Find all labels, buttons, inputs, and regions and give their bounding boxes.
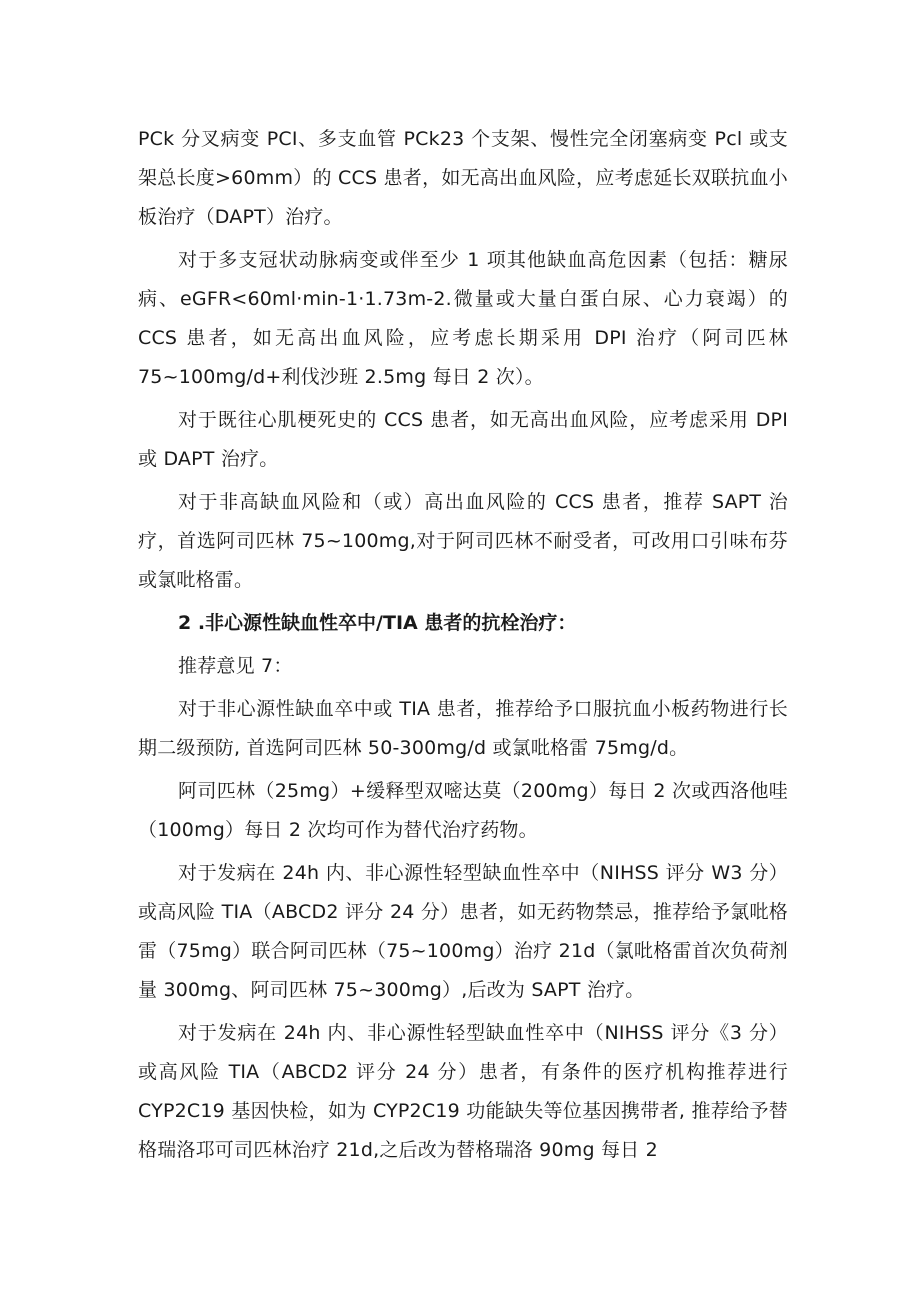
recommendation-label: 推荐意见 7： xyxy=(178,655,293,677)
paragraph-dual-therapy: 对于发病在 24h 内、非心源性轻型缺血性卒中（NIHSS 评分 W3 分）或高风险 TIA（ABCD2 评分 24 分）患者，如无药物禁忌，推荐给予氯吡格雷（75mg）联合阿司匹林（75~100mg）治疗 21d（氯吡格雷首次负荷剂量 300mg、阿司匹林 75~300mg）,后改为 SAPT 治疗。 xyxy=(138,862,788,1001)
paragraph-multivessel: 对于多支冠状动脉病变或伴至少 1 项其他缺血高危因素（包括：糖尿病、eGFR<60ml·min-1·1.73m-2.微量或大量白蛋白尿、心力衰竭）的 CCS 患者，如无高出血风险，应考虑长期采用 DPI 治疗（阿司匹林 75~100mg∕d+利伐沙班 2.5mg 每日 2 次）。 xyxy=(138,249,788,388)
paragraph-alternative-therapy: 阿司匹林（25mg）+缓释型双嘧达莫（200mg）每日 2 次或西洛他哇（100mg）每日 2 次均可作为替代治疗药物。 xyxy=(138,780,788,841)
document-body xyxy=(138,120,788,1174)
paragraph-mi-history: 对于既往心肌梗死史的 CCS 患者，如无高出血风险，应考虑采用 DPI 或 DAPT 治疗。 xyxy=(138,409,788,470)
paragraph-secondary-prevention: 对于非心源性缺血卒中或 TIA 患者，推荐给予口服抗血小板药物进行长期二级预防, 首选阿司匹林 50-300mg/d 或氯吡格雷 75mg∕d。 xyxy=(138,698,788,759)
section-heading: 2 .非心源性缺血性卒中/TIA 患者的抗栓治疗： xyxy=(178,612,577,634)
paragraph-low-risk: 对于非高缺血风险和（或）高出血风险的 CCS 患者，推荐 SAPT 治疗，首选阿司匹林 75~100mg,对于阿司匹林不耐受者，可改用口引味布芬或氯吡格雷。 xyxy=(138,491,788,591)
paragraph-cyp2c19: 对于发病在 24h 内、非心源性轻型缺血性卒中（NIHSS 评分《3 分）或高风险 TIA（ABCD2 评分 24 分）患者，有条件的医疗机构推荐进行 CYP2C19 基因快检，如为 CYP2C19 功能缺失等位基因携带者, 推荐给予替格瑞洛邛可司匹林治疗 21d,之后改为替格瑞洛 90mg 每日 2 xyxy=(138,1022,788,1161)
paragraph-continuation: PCk 分叉病变 PCI、多支血管 PCk23 个支架、慢性完全闭塞病变 Pcl 或支架总长度>60mm）的 CCS 患者，如无高出血风险，应考虑延长双联抗血小板治疗（DAPT）治疗。 xyxy=(138,128,788,228)
